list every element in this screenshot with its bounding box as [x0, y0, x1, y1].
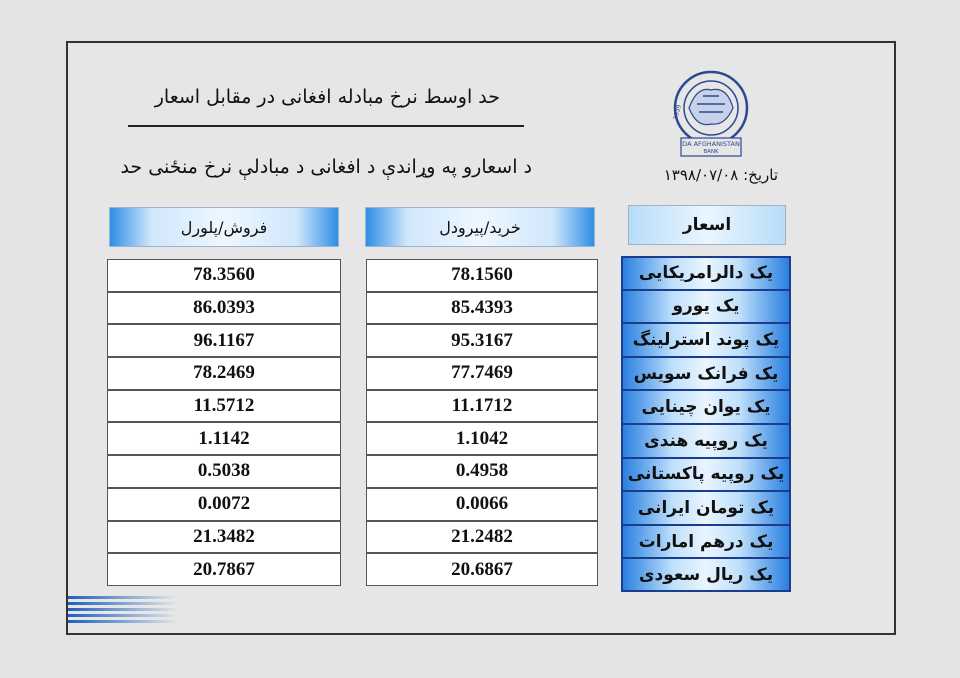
currency-cell: یک تومان ایرانی [621, 491, 791, 525]
sell-cell: 0.0072 [107, 488, 341, 521]
date-line [640, 166, 778, 184]
currency-cell: یک ریال سعودی [621, 558, 791, 592]
currency-cell: یک دالرامریکایی [621, 256, 791, 290]
currency-cell: یک یوان چینایی [621, 390, 791, 424]
buy-cell: 20.6867 [366, 553, 598, 586]
sell-cell: 0.5038 [107, 455, 341, 488]
header-sell: فروش/پلورل [109, 207, 339, 247]
buy-cell: 11.1712 [366, 390, 598, 423]
header-currency: اسعار [628, 205, 786, 245]
currency-cell: یک روپیه هندی [621, 424, 791, 458]
svg-text:DA AFGHANISTAN: DA AFGHANISTAN [682, 140, 740, 148]
sell-cell: 11.5712 [107, 390, 341, 423]
sell-cell: 1.1142 [107, 422, 341, 455]
buy-cell: 21.2482 [366, 521, 598, 554]
currency-cell: یک روپیه پاکستانی [621, 458, 791, 492]
sell-cell: 96.1167 [107, 324, 341, 357]
currency-cell: یک پوند استرلینگ [621, 323, 791, 357]
buy-cell: 78.1560 [366, 259, 598, 292]
title-underline [128, 125, 524, 127]
buy-cell: 95.3167 [366, 324, 598, 357]
buy-cell: 77.7469 [366, 357, 598, 390]
sell-cell: 86.0393 [107, 292, 341, 325]
svg-text:1939: 1939 [672, 103, 683, 121]
sell-cell: 21.3482 [107, 521, 341, 554]
sell-cell: 20.7867 [107, 553, 341, 586]
sell-column [107, 259, 341, 586]
currency-cell: یک درهم امارات [621, 525, 791, 559]
currency-column [621, 256, 791, 592]
currency-cell: یک یورو [621, 290, 791, 324]
buy-cell: 1.1042 [366, 422, 598, 455]
buy-cell: 0.0066 [366, 488, 598, 521]
buy-column [366, 259, 598, 586]
decorative-stripes [68, 594, 178, 628]
currency-cell: یک فرانک سویس [621, 357, 791, 391]
buy-cell: 85.4393 [366, 292, 598, 325]
bank-logo-seal [667, 68, 755, 164]
date-label: تاریخ: [743, 166, 778, 184]
page-title: حد اوسط نرخ مبادله افغانی در مقابل اسعار [154, 86, 500, 108]
date-value: ۱۳۹۸/۰۷/۰۸ [663, 166, 739, 184]
buy-cell: 0.4958 [366, 455, 598, 488]
svg-text:BANK: BANK [703, 149, 719, 155]
page-subtitle: د اسعارو په وړاندې د افغانی د مبادلې نرخ منځنی حد [120, 156, 532, 178]
sell-cell: 78.3560 [107, 259, 341, 292]
header-buy: خرید/پیرودل [365, 207, 595, 247]
sell-cell: 78.2469 [107, 357, 341, 390]
